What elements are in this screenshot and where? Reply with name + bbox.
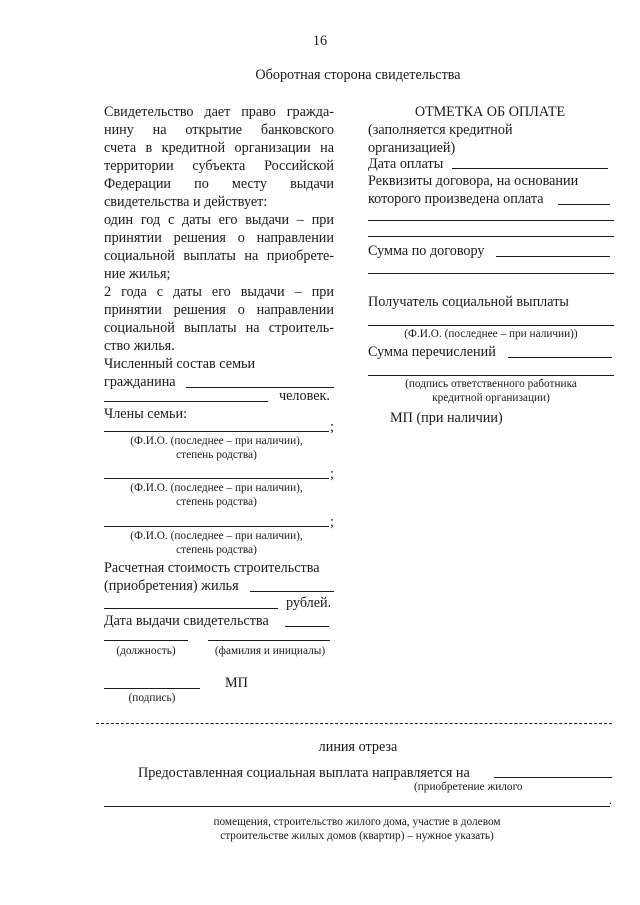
left-para2-line: социальной выплаты на приобрете-: [104, 248, 334, 264]
cut-line-label: линия отреза: [318, 739, 398, 755]
payment-date-field[interactable]: [452, 168, 608, 169]
signature-field[interactable]: [104, 688, 200, 689]
footer-caption: помещения, строительство жилого дома, участие в долевом: [213, 816, 501, 828]
issue-date-field[interactable]: [285, 626, 329, 627]
family-count-label: Численный состав семьи: [104, 356, 256, 372]
left-para1-line: территории субъекта Российской: [104, 158, 334, 174]
payment-heading-note: (заполняется кредитной: [368, 122, 513, 138]
signature-caption: (подпись): [128, 692, 176, 704]
transfer-sum-label: Сумма перечислений: [368, 344, 496, 360]
citizen-label: гражданина: [104, 374, 176, 390]
footer-caption: строительстве жилых домов (квартир) – нужное указать): [220, 830, 494, 842]
recipient-field[interactable]: [368, 325, 614, 326]
position-caption: (должность): [116, 645, 176, 657]
contract-label: которого произведена оплата: [368, 191, 544, 207]
left-para3-line: социальной выплаты на строитель-: [104, 320, 334, 336]
footer-purpose-field-line[interactable]: [104, 806, 610, 807]
page-number: 16: [312, 33, 328, 49]
left-para3-line: ство жилья.: [104, 338, 175, 354]
stamp-place: МП: [225, 675, 248, 691]
left-para2-line: принятии решения о направлении: [104, 230, 334, 246]
left-para3-line: принятии решения о направлении: [104, 302, 334, 318]
persons-suffix: человек.: [279, 388, 330, 404]
page-title: Оборотная сторона свидетельства: [255, 67, 461, 83]
family-count-field[interactable]: [104, 401, 268, 402]
left-para1-line: счета в кредитной организации на: [104, 140, 334, 156]
family-member-field-2[interactable]: [104, 478, 329, 479]
recipient-caption: (Ф.И.О. (последнее – при наличии)): [404, 328, 578, 340]
left-para2-line: один год с даты его выдачи – при: [104, 212, 334, 228]
footer-caption: (приобретение жилого: [414, 781, 523, 793]
footer-sentence: Предоставленная социальная выплата направляется на: [138, 765, 470, 781]
cut-line: [96, 723, 612, 724]
contract-sum-field-line[interactable]: [368, 273, 614, 274]
payment-date-label: Дата оплаты: [368, 156, 444, 172]
name-field[interactable]: [208, 640, 330, 641]
left-para3-line: 2 года с даты его выдачи – при: [104, 284, 334, 300]
rubles-suffix: рублей.: [286, 595, 332, 611]
position-field[interactable]: [104, 640, 188, 641]
left-para1-line: Федерации по месту выдачи: [104, 176, 334, 192]
cost-label: (приобретения) жилья: [104, 578, 239, 594]
cost-label: Расчетная стоимость строительства: [104, 560, 320, 576]
contract-sum-field[interactable]: [496, 256, 610, 257]
left-para2-line: ние жилья;: [104, 266, 171, 282]
left-para1-line: нину на открытие банковского: [104, 122, 334, 138]
contract-sum-label: Сумма по договору: [368, 243, 485, 259]
semicolon: ;: [330, 419, 334, 435]
payment-heading-note: организацией): [368, 140, 456, 156]
cost-field[interactable]: [250, 591, 334, 592]
signer-field[interactable]: [368, 375, 614, 376]
member-caption: степень родства): [176, 449, 257, 461]
stamp-place-optional: МП (при наличии): [390, 410, 503, 426]
member-caption: (Ф.И.О. (последнее – при наличии),: [130, 435, 303, 447]
footer-end-period: .: [609, 795, 612, 807]
member-caption: степень родства): [176, 496, 257, 508]
transfer-sum-field[interactable]: [508, 357, 612, 358]
signer-caption: кредитной организации): [432, 392, 550, 404]
semicolon: ;: [330, 514, 334, 530]
contract-label: Реквизиты договора, на основании: [368, 173, 579, 189]
contract-field-line[interactable]: [368, 236, 614, 237]
recipient-label: Получатель социальной выплаты: [368, 294, 569, 310]
left-para1-line: Свидетельство дает право гражда-: [104, 104, 334, 120]
contract-field[interactable]: [558, 204, 610, 205]
semicolon: ;: [330, 466, 334, 482]
signer-caption: (подпись ответственного работника: [405, 378, 577, 390]
issue-date-label: Дата выдачи свидетельства: [104, 613, 269, 629]
cost-amount-field[interactable]: [104, 608, 278, 609]
member-caption: степень родства): [176, 544, 257, 556]
member-caption: (Ф.И.О. (последнее – при наличии),: [130, 530, 303, 542]
left-para1-line: свидетельства и действует:: [104, 194, 268, 210]
name-caption: (фамилия и инициалы): [214, 645, 326, 657]
payment-heading: ОТМЕТКА ОБ ОПЛАТЕ: [414, 104, 566, 120]
family-member-field-1[interactable]: [104, 431, 329, 432]
footer-purpose-field[interactable]: [494, 777, 612, 778]
family-member-field-3[interactable]: [104, 526, 329, 527]
members-label: Члены семьи:: [104, 406, 188, 422]
contract-field-line[interactable]: [368, 220, 614, 221]
member-caption: (Ф.И.О. (последнее – при наличии),: [130, 482, 303, 494]
